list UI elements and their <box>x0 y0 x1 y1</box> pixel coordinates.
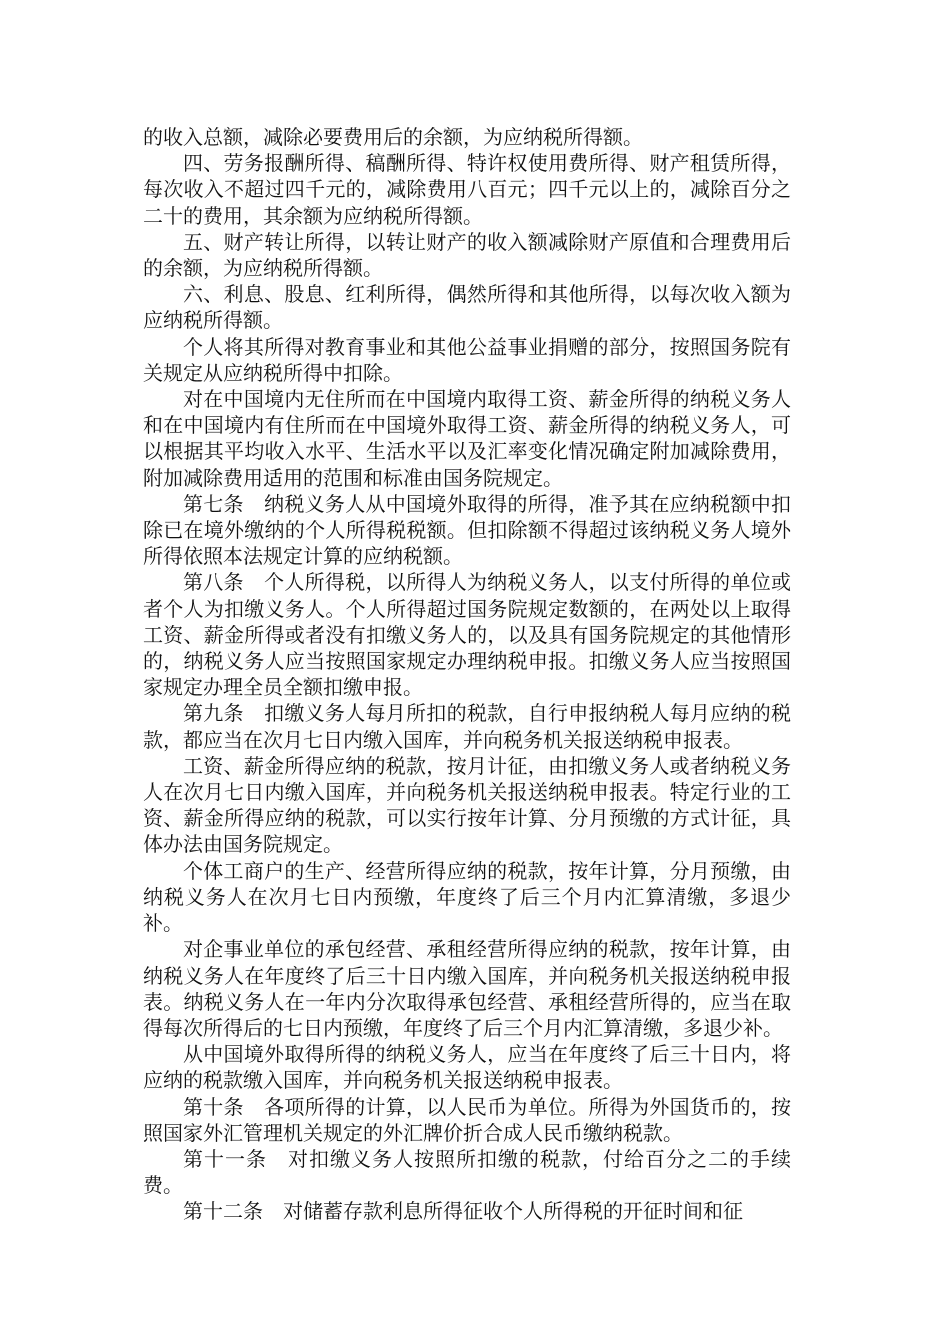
article-10-paragraph: 第十条 各项所得的计算，以人民币为单位。所得为外国货币的，按照国家外汇管理机关规定的外汇牌价折合成人民币缴纳税款。 <box>143 1094 791 1145</box>
paragraph: 工资、薪金所得应纳的税款，按月计征，由扣缴义务人或者纳税义务人在次月七日内缴入国库，并向税务机关报送纳税申报表。特定行业的工资、薪金所得应纳的税款，可以实行按年计算、分月预缴的方式计征，具体办法由国务院规定。 <box>143 753 791 857</box>
paragraph: 六、利息、股息、红利所得，偶然所得和其他所得，以每次收入额为应纳税所得额。 <box>143 282 791 333</box>
paragraph: 的收入总额，减除必要费用后的余额，为应纳税所得额。 <box>143 125 643 149</box>
article-7-paragraph: 第七条 纳税义务人从中国境外取得的所得，准予其在应纳税额中扣除已在境外缴纳的个人所得税税额。但扣除额不得超过该纳税义务人境外所得依照本法规定计算的应纳税额。 <box>143 491 791 569</box>
paragraph: 个体工商户的生产、经营所得应纳的税款，按年计算，分月预缴，由纳税义务人在次月七日内预缴，年度终了后三个月内汇算清缴，多退少补。 <box>143 858 791 936</box>
document-body <box>143 124 791 1225</box>
paragraph: 从中国境外取得所得的纳税义务人，应当在年度终了后三十日内，将应纳的税款缴入国库，并向税务机关报送纳税申报表。 <box>143 1042 791 1093</box>
article-12-paragraph: 第十二条 对储蓄存款利息所得征收个人所得税的开征时间和征 <box>183 1199 743 1224</box>
paragraph: 四、劳务报酬所得、稿酬所得、特许权使用费所得、财产租赁所得，每次收入不超过四千元的，减除费用八百元；四千元以上的，减除百分之二十的费用，其余额为应纳税所得额。 <box>143 151 791 228</box>
article-11-paragraph: 第十一条 对扣缴义务人按照所扣缴的税款，付给百分之二的手续费。 <box>143 1146 791 1198</box>
paragraph: 对企事业单位的承包经营、承租经营所得应纳的税款，按年计算，由纳税义务人在年度终了后三十日内缴入国库，并向税务机关报送纳税申报表。纳税义务人在一年内分次取得承包经营、承租经营所得的，应当在取得每次所得后的七日内预缴，年度终了后三个月内汇算清缴，多退少补。 <box>143 937 791 1040</box>
paragraph: 五、财产转让所得，以转让财产的收入额减除财产原值和合理费用后的余额，为应纳税所得额。 <box>143 229 791 281</box>
paragraph: 个人将其所得对教育事业和其他公益事业捐赠的部分，按照国务院有关规定从应纳税所得中扣除。 <box>143 334 791 385</box>
paragraph: 对在中国境内无住所而在中国境内取得工资、薪金所得的纳税义务人和在中国境内有住所而在中国境外取得工资、薪金所得的纳税义务人，可以根据其平均收入水平、生活水平以及汇率变化情况确定附加减除费用，附加减除费用适用的范围和标准由国务院规定。 <box>143 387 791 490</box>
article-9-paragraph: 第九条 扣缴义务人每月所扣的税款，自行申报纳税人每月应纳的税款，都应当在次月七日内缴入国库，并向税务机关报送纳税申报表。 <box>143 701 791 752</box>
article-8-paragraph: 第八条 个人所得税，以所得人为纳税义务人，以支付所得的单位或者个人为扣缴义务人。个人所得超过国务院规定数额的，在两处以上取得工资、薪金所得或者没有扣缴义务人的，以及具有国务院规定的其他情形的，纳税义务人应当按照国家规定办理纳税申报。扣缴义务人应当按照国家规定办理全员全额扣缴申报。 <box>143 570 791 700</box>
